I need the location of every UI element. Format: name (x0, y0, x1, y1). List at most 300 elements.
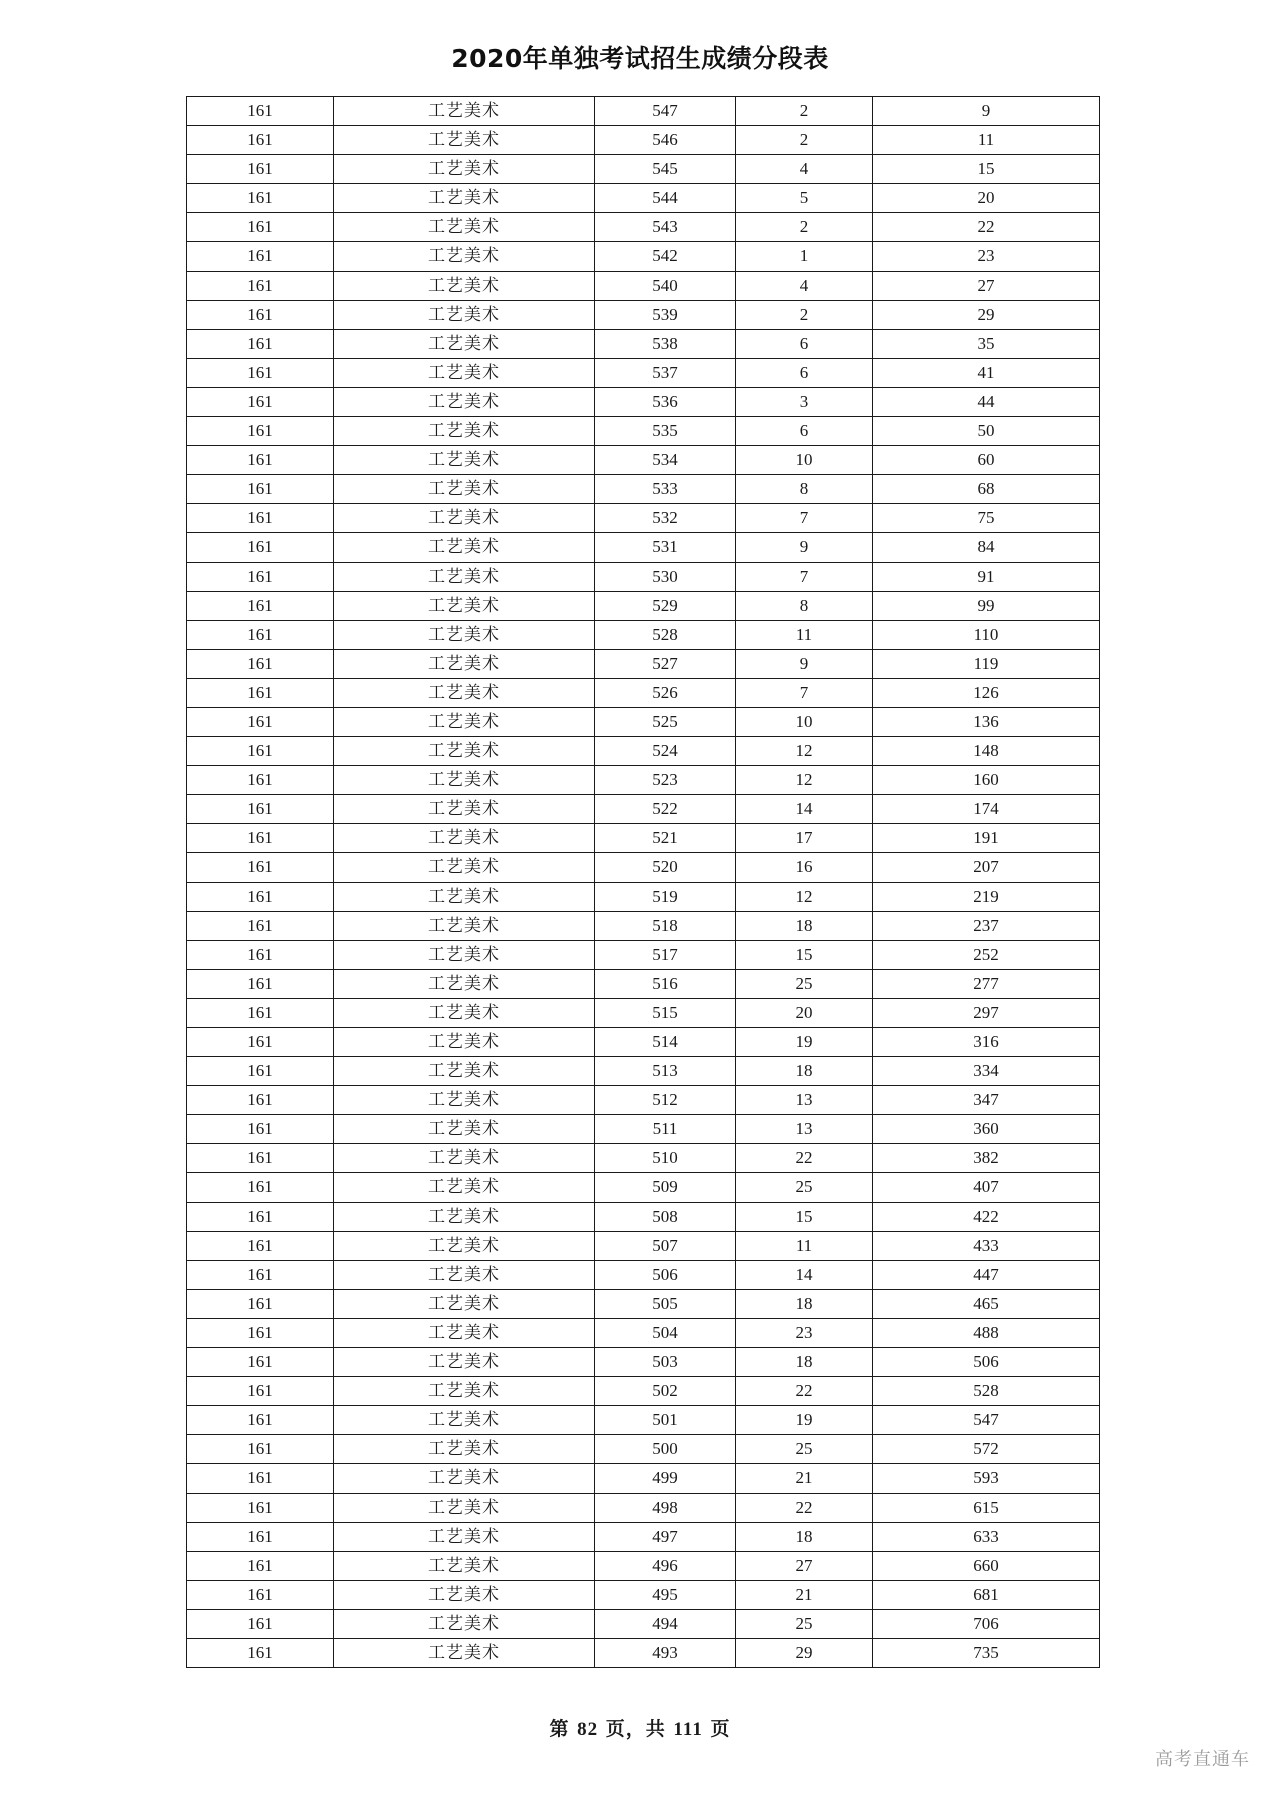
cell-category-code: 161 (187, 1551, 334, 1580)
cell-cumulative: 316 (873, 1028, 1100, 1057)
cell-category-code: 161 (187, 969, 334, 998)
cell-category-code: 161 (187, 1493, 334, 1522)
cell-category-code: 161 (187, 998, 334, 1027)
cell-count: 22 (736, 1144, 873, 1173)
cell-score: 496 (595, 1551, 736, 1580)
cell-category-code: 161 (187, 678, 334, 707)
cell-count: 25 (736, 1173, 873, 1202)
cell-cumulative: 360 (873, 1115, 1100, 1144)
cell-score: 540 (595, 271, 736, 300)
cell-score: 493 (595, 1638, 736, 1667)
cell-category-code: 161 (187, 1057, 334, 1086)
cell-score: 530 (595, 562, 736, 591)
table-row (187, 387, 1100, 416)
cell-category-code: 161 (187, 126, 334, 155)
table-row (187, 1144, 1100, 1173)
cell-category-code: 161 (187, 1406, 334, 1435)
cell-category-name: 工艺美术 (334, 1202, 595, 1231)
cell-score: 539 (595, 300, 736, 329)
table-row (187, 1086, 1100, 1115)
cell-cumulative: 297 (873, 998, 1100, 1027)
cell-category-name: 工艺美术 (334, 1551, 595, 1580)
cell-count: 19 (736, 1028, 873, 1057)
cell-score: 545 (595, 155, 736, 184)
table-row (187, 504, 1100, 533)
table-row (187, 678, 1100, 707)
cell-category-code: 161 (187, 766, 334, 795)
cell-cumulative: 447 (873, 1260, 1100, 1289)
cell-score: 514 (595, 1028, 736, 1057)
cell-category-code: 161 (187, 562, 334, 591)
cell-category-name: 工艺美术 (334, 97, 595, 126)
cell-category-code: 161 (187, 242, 334, 271)
cell-cumulative: 174 (873, 795, 1100, 824)
cell-count: 21 (736, 1580, 873, 1609)
table-row (187, 242, 1100, 271)
cell-category-name: 工艺美术 (334, 707, 595, 736)
cell-category-code: 161 (187, 387, 334, 416)
footer-suffix: 页 (710, 1718, 731, 1740)
cell-cumulative: 237 (873, 911, 1100, 940)
cell-cumulative: 572 (873, 1435, 1100, 1464)
cell-category-code: 161 (187, 300, 334, 329)
cell-count: 18 (736, 911, 873, 940)
cell-cumulative: 706 (873, 1609, 1100, 1638)
cell-category-name: 工艺美术 (334, 1318, 595, 1347)
table-row (187, 300, 1100, 329)
cell-cumulative: 75 (873, 504, 1100, 533)
cell-count: 12 (736, 882, 873, 911)
cell-category-name: 工艺美术 (334, 1377, 595, 1406)
score-table-container (186, 96, 1094, 1668)
table-row (187, 998, 1100, 1027)
cell-count: 17 (736, 824, 873, 853)
table-row (187, 1609, 1100, 1638)
table-row (187, 882, 1100, 911)
cell-count: 9 (736, 649, 873, 678)
cell-cumulative: 633 (873, 1522, 1100, 1551)
cell-category-name: 工艺美术 (334, 417, 595, 446)
cell-score: 498 (595, 1493, 736, 1522)
cell-category-name: 工艺美术 (334, 533, 595, 562)
table-row (187, 126, 1100, 155)
cell-category-name: 工艺美术 (334, 1493, 595, 1522)
cell-category-name: 工艺美术 (334, 1638, 595, 1667)
cell-category-code: 161 (187, 1377, 334, 1406)
cell-category-code: 161 (187, 1522, 334, 1551)
cell-score: 524 (595, 737, 736, 766)
cell-count: 11 (736, 1231, 873, 1260)
cell-category-code: 161 (187, 1086, 334, 1115)
cell-count: 8 (736, 591, 873, 620)
table-row (187, 707, 1100, 736)
footer-total-pages: 111 (673, 1719, 703, 1740)
cell-cumulative: 382 (873, 1144, 1100, 1173)
cell-category-code: 161 (187, 1609, 334, 1638)
cell-category-name: 工艺美术 (334, 1406, 595, 1435)
cell-category-name: 工艺美术 (334, 882, 595, 911)
cell-cumulative: 20 (873, 184, 1100, 213)
table-row (187, 1348, 1100, 1377)
cell-count: 2 (736, 300, 873, 329)
cell-category-name: 工艺美术 (334, 1173, 595, 1202)
cell-count: 20 (736, 998, 873, 1027)
table-row (187, 155, 1100, 184)
cell-score: 543 (595, 213, 736, 242)
cell-count: 2 (736, 126, 873, 155)
cell-category-name: 工艺美术 (334, 242, 595, 271)
cell-category-code: 161 (187, 911, 334, 940)
table-row (187, 1435, 1100, 1464)
table-row (187, 1318, 1100, 1347)
cell-category-name: 工艺美术 (334, 1144, 595, 1173)
cell-cumulative: 23 (873, 242, 1100, 271)
cell-score: 526 (595, 678, 736, 707)
cell-cumulative: 27 (873, 271, 1100, 300)
table-row (187, 1464, 1100, 1493)
cell-cumulative: 433 (873, 1231, 1100, 1260)
cell-category-name: 工艺美术 (334, 1609, 595, 1638)
table-row (187, 1115, 1100, 1144)
cell-score: 512 (595, 1086, 736, 1115)
cell-score: 520 (595, 853, 736, 882)
cell-category-name: 工艺美术 (334, 795, 595, 824)
cell-cumulative: 252 (873, 940, 1100, 969)
cell-category-name: 工艺美术 (334, 358, 595, 387)
cell-cumulative: 615 (873, 1493, 1100, 1522)
cell-category-name: 工艺美术 (334, 1348, 595, 1377)
table-row (187, 1551, 1100, 1580)
cell-count: 15 (736, 1202, 873, 1231)
cell-cumulative: 44 (873, 387, 1100, 416)
cell-score: 515 (595, 998, 736, 1027)
cell-score: 516 (595, 969, 736, 998)
cell-category-code: 161 (187, 795, 334, 824)
cell-category-code: 161 (187, 1144, 334, 1173)
cell-category-code: 161 (187, 649, 334, 678)
cell-cumulative: 119 (873, 649, 1100, 678)
cell-cumulative: 528 (873, 1377, 1100, 1406)
cell-count: 15 (736, 940, 873, 969)
cell-cumulative: 68 (873, 475, 1100, 504)
table-row (187, 1493, 1100, 1522)
cell-score: 536 (595, 387, 736, 416)
table-row (187, 620, 1100, 649)
cell-category-name: 工艺美术 (334, 1231, 595, 1260)
cell-count: 18 (736, 1057, 873, 1086)
cell-category-name: 工艺美术 (334, 446, 595, 475)
table-row (187, 853, 1100, 882)
table-row (187, 911, 1100, 940)
cell-count: 6 (736, 417, 873, 446)
cell-cumulative: 277 (873, 969, 1100, 998)
cell-count: 3 (736, 387, 873, 416)
cell-category-name: 工艺美术 (334, 1028, 595, 1057)
cell-cumulative: 15 (873, 155, 1100, 184)
cell-count: 16 (736, 853, 873, 882)
cell-category-name: 工艺美术 (334, 329, 595, 358)
cell-category-code: 161 (187, 1028, 334, 1057)
cell-category-name: 工艺美术 (334, 300, 595, 329)
cell-category-name: 工艺美术 (334, 1260, 595, 1289)
table-row (187, 1377, 1100, 1406)
cell-category-name: 工艺美术 (334, 1464, 595, 1493)
cell-cumulative: 681 (873, 1580, 1100, 1609)
cell-score: 508 (595, 1202, 736, 1231)
cell-score: 506 (595, 1260, 736, 1289)
table-row (187, 329, 1100, 358)
cell-count: 4 (736, 271, 873, 300)
cell-score: 547 (595, 97, 736, 126)
cell-category-name: 工艺美术 (334, 271, 595, 300)
page-title: 2020年单独考试招生成绩分段表 (451, 44, 829, 73)
cell-score: 513 (595, 1057, 736, 1086)
cell-count: 18 (736, 1348, 873, 1377)
table-row (187, 475, 1100, 504)
cell-score: 507 (595, 1231, 736, 1260)
cell-cumulative: 11 (873, 126, 1100, 155)
table-row (187, 1260, 1100, 1289)
cell-count: 29 (736, 1638, 873, 1667)
table-row (187, 417, 1100, 446)
table-row (187, 1638, 1100, 1667)
cell-score: 501 (595, 1406, 736, 1435)
cell-count: 21 (736, 1464, 873, 1493)
cell-count: 22 (736, 1377, 873, 1406)
footer-current-page: 82 (577, 1719, 599, 1740)
table-row (187, 1406, 1100, 1435)
cell-category-code: 161 (187, 1289, 334, 1318)
cell-cumulative: 110 (873, 620, 1100, 649)
cell-cumulative: 547 (873, 1406, 1100, 1435)
cell-score: 497 (595, 1522, 736, 1551)
cell-score: 538 (595, 329, 736, 358)
cell-category-code: 161 (187, 1202, 334, 1231)
cell-cumulative: 347 (873, 1086, 1100, 1115)
cell-cumulative: 407 (873, 1173, 1100, 1202)
cell-score: 527 (595, 649, 736, 678)
cell-count: 25 (736, 1435, 873, 1464)
table-row (187, 184, 1100, 213)
cell-count: 10 (736, 446, 873, 475)
cell-count: 1 (736, 242, 873, 271)
cell-category-name: 工艺美术 (334, 475, 595, 504)
cell-category-name: 工艺美术 (334, 737, 595, 766)
cell-count: 27 (736, 1551, 873, 1580)
table-row (187, 271, 1100, 300)
watermark-label: 高考直通车 (1155, 1749, 1250, 1770)
cell-cumulative: 735 (873, 1638, 1100, 1667)
table-row (187, 1580, 1100, 1609)
table-row (187, 649, 1100, 678)
cell-cumulative: 84 (873, 533, 1100, 562)
cell-cumulative: 91 (873, 562, 1100, 591)
cell-category-code: 161 (187, 1435, 334, 1464)
cell-score: 522 (595, 795, 736, 824)
cell-category-code: 161 (187, 1464, 334, 1493)
cell-score: 533 (595, 475, 736, 504)
cell-count: 22 (736, 1493, 873, 1522)
cell-cumulative: 22 (873, 213, 1100, 242)
cell-score: 511 (595, 1115, 736, 1144)
cell-category-name: 工艺美术 (334, 1289, 595, 1318)
cell-score: 499 (595, 1464, 736, 1493)
table-row (187, 97, 1100, 126)
footer-middle: 页，共 (605, 1718, 666, 1740)
cell-score: 509 (595, 1173, 736, 1202)
cell-category-code: 161 (187, 824, 334, 853)
table-row (187, 766, 1100, 795)
table-row (187, 737, 1100, 766)
table-row (187, 1057, 1100, 1086)
cell-count: 6 (736, 358, 873, 387)
cell-cumulative: 334 (873, 1057, 1100, 1086)
table-row (187, 1028, 1100, 1057)
cell-category-code: 161 (187, 417, 334, 446)
table-row (187, 1231, 1100, 1260)
cell-category-name: 工艺美术 (334, 1086, 595, 1115)
cell-category-name: 工艺美术 (334, 649, 595, 678)
cell-category-name: 工艺美术 (334, 824, 595, 853)
cell-score: 534 (595, 446, 736, 475)
cell-cumulative: 506 (873, 1348, 1100, 1377)
cell-category-name: 工艺美术 (334, 126, 595, 155)
cell-score: 544 (595, 184, 736, 213)
cell-category-code: 161 (187, 155, 334, 184)
cell-cumulative: 136 (873, 707, 1100, 736)
cell-category-code: 161 (187, 737, 334, 766)
cell-score: 529 (595, 591, 736, 620)
cell-count: 5 (736, 184, 873, 213)
cell-category-name: 工艺美术 (334, 678, 595, 707)
cell-count: 23 (736, 1318, 873, 1347)
table-row (187, 824, 1100, 853)
cell-score: 535 (595, 417, 736, 446)
cell-score: 500 (595, 1435, 736, 1464)
cell-score: 505 (595, 1289, 736, 1318)
cell-cumulative: 191 (873, 824, 1100, 853)
cell-score: 528 (595, 620, 736, 649)
cell-category-code: 161 (187, 620, 334, 649)
cell-category-code: 161 (187, 97, 334, 126)
cell-category-name: 工艺美术 (334, 998, 595, 1027)
footer-prefix: 第 (549, 1718, 570, 1740)
cell-count: 14 (736, 1260, 873, 1289)
cell-category-code: 161 (187, 475, 334, 504)
cell-count: 8 (736, 475, 873, 504)
cell-count: 7 (736, 504, 873, 533)
cell-cumulative: 35 (873, 329, 1100, 358)
page-footer (0, 1714, 1280, 1741)
cell-score: 532 (595, 504, 736, 533)
cell-category-code: 161 (187, 882, 334, 911)
cell-count: 18 (736, 1289, 873, 1318)
cell-score: 517 (595, 940, 736, 969)
table-row (187, 969, 1100, 998)
cell-category-code: 161 (187, 853, 334, 882)
cell-score: 519 (595, 882, 736, 911)
table-row (187, 358, 1100, 387)
table-row (187, 1289, 1100, 1318)
cell-category-code: 161 (187, 184, 334, 213)
cell-category-name: 工艺美术 (334, 1115, 595, 1144)
cell-category-code: 161 (187, 1318, 334, 1347)
cell-cumulative: 41 (873, 358, 1100, 387)
cell-score: 542 (595, 242, 736, 271)
table-row (187, 795, 1100, 824)
cell-score: 531 (595, 533, 736, 562)
cell-category-code: 161 (187, 446, 334, 475)
cell-category-code: 161 (187, 1231, 334, 1260)
cell-cumulative: 29 (873, 300, 1100, 329)
cell-cumulative: 593 (873, 1464, 1100, 1493)
cell-cumulative: 148 (873, 737, 1100, 766)
cell-count: 12 (736, 766, 873, 795)
cell-category-code: 161 (187, 1638, 334, 1667)
cell-category-code: 161 (187, 329, 334, 358)
table-row (187, 446, 1100, 475)
cell-category-name: 工艺美术 (334, 620, 595, 649)
cell-cumulative: 60 (873, 446, 1100, 475)
cell-count: 9 (736, 533, 873, 562)
cell-category-code: 161 (187, 707, 334, 736)
cell-score: 523 (595, 766, 736, 795)
cell-category-name: 工艺美术 (334, 504, 595, 533)
cell-count: 13 (736, 1115, 873, 1144)
table-row (187, 940, 1100, 969)
cell-count: 4 (736, 155, 873, 184)
cell-score: 518 (595, 911, 736, 940)
cell-category-code: 161 (187, 1580, 334, 1609)
cell-category-name: 工艺美术 (334, 387, 595, 416)
cell-category-name: 工艺美术 (334, 1580, 595, 1609)
cell-count: 2 (736, 213, 873, 242)
cell-category-code: 161 (187, 1260, 334, 1289)
cell-cumulative: 50 (873, 417, 1100, 446)
cell-count: 7 (736, 562, 873, 591)
table-row (187, 1522, 1100, 1551)
cell-category-name: 工艺美术 (334, 213, 595, 242)
table-row (187, 591, 1100, 620)
cell-cumulative: 9 (873, 97, 1100, 126)
cell-count: 19 (736, 1406, 873, 1435)
cell-cumulative: 660 (873, 1551, 1100, 1580)
cell-count: 6 (736, 329, 873, 358)
cell-cumulative: 422 (873, 1202, 1100, 1231)
cell-cumulative: 126 (873, 678, 1100, 707)
cell-cumulative: 160 (873, 766, 1100, 795)
cell-score: 521 (595, 824, 736, 853)
cell-score: 502 (595, 1377, 736, 1406)
cell-score: 510 (595, 1144, 736, 1173)
cell-category-name: 工艺美术 (334, 184, 595, 213)
cell-count: 25 (736, 1609, 873, 1638)
cell-category-name: 工艺美术 (334, 940, 595, 969)
cell-category-code: 161 (187, 1115, 334, 1144)
cell-category-name: 工艺美术 (334, 1057, 595, 1086)
cell-category-name: 工艺美术 (334, 911, 595, 940)
cell-category-code: 161 (187, 358, 334, 387)
cell-count: 11 (736, 620, 873, 649)
cell-count: 25 (736, 969, 873, 998)
cell-category-code: 161 (187, 504, 334, 533)
table-row (187, 533, 1100, 562)
cell-score: 494 (595, 1609, 736, 1638)
table-row (187, 1202, 1100, 1231)
cell-count: 14 (736, 795, 873, 824)
cell-score: 495 (595, 1580, 736, 1609)
cell-category-code: 161 (187, 533, 334, 562)
